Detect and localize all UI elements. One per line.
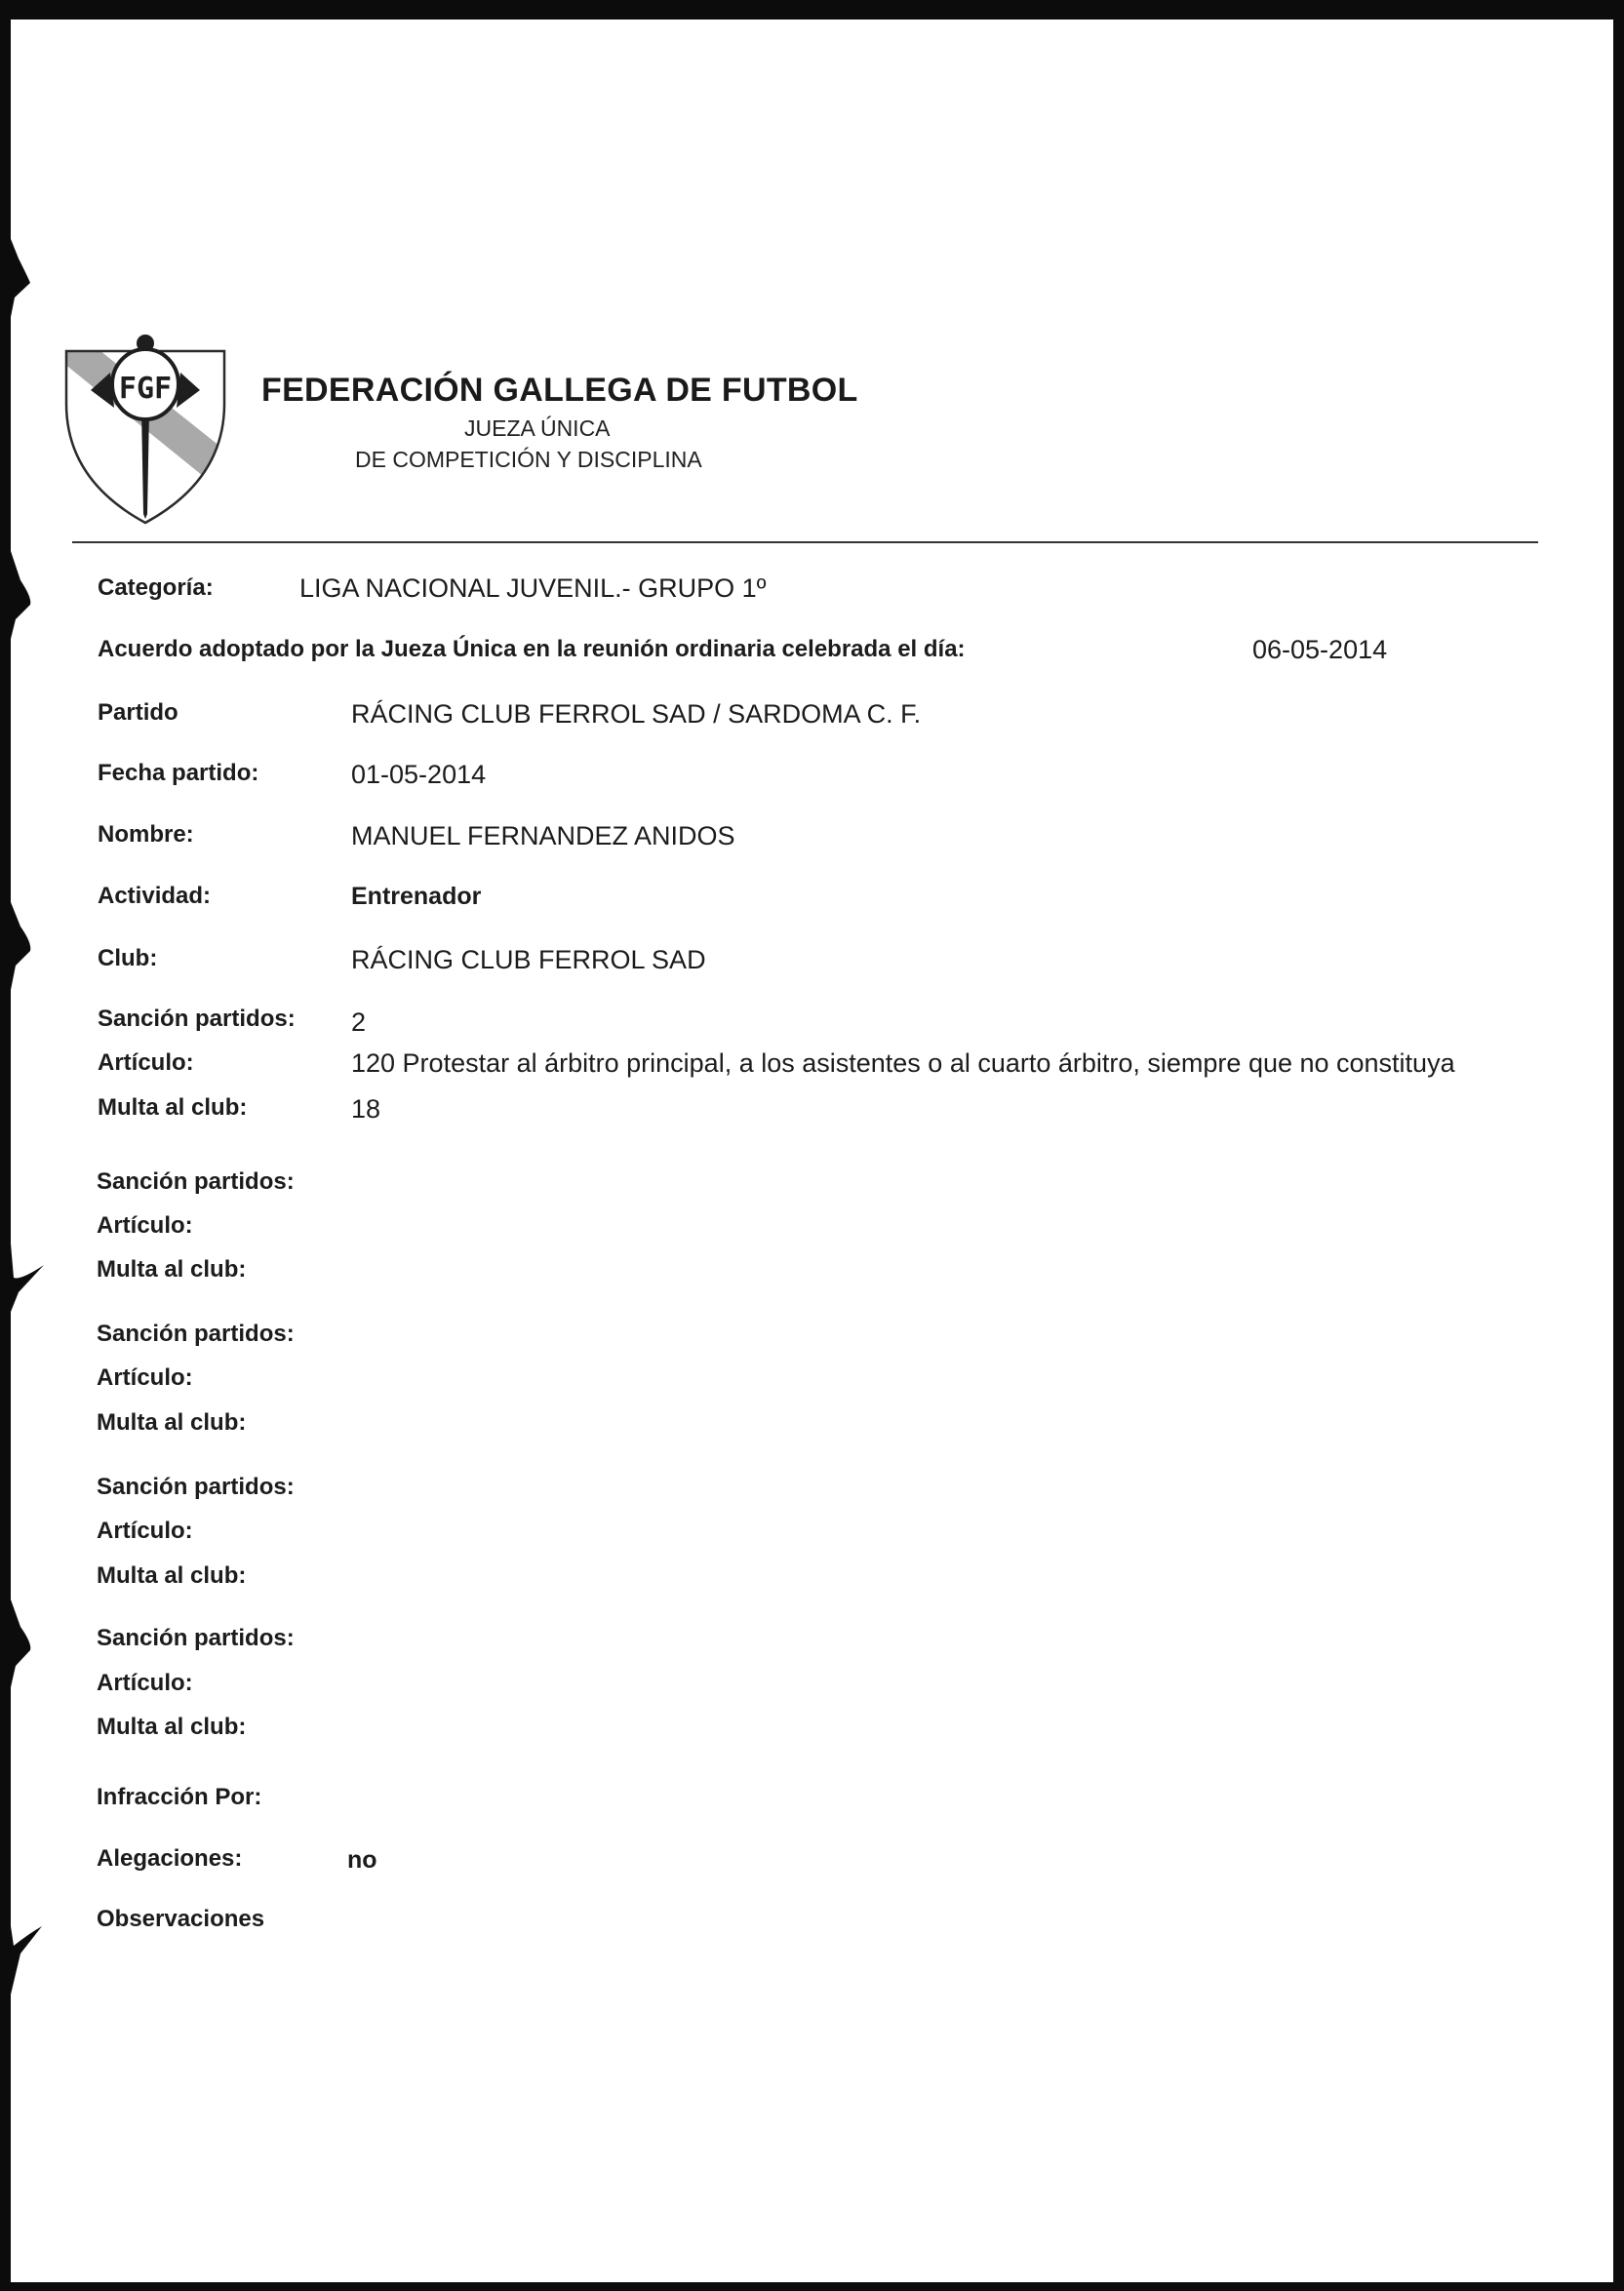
- multa-club-label: Multa al club:: [98, 1094, 248, 1121]
- articulo-label: Artículo:: [97, 1212, 193, 1239]
- club-value: RÁCING CLUB FERROL SAD: [351, 945, 706, 974]
- sancion-partidos-label: Sanción partidos:: [97, 1168, 295, 1195]
- nombre-value: MANUEL FERNANDEZ ANIDOS: [351, 821, 735, 850]
- scan-mark-6: [11, 1926, 46, 1995]
- federation-title: FEDERACIÓN GALLEGA DE FUTBOL: [261, 372, 858, 409]
- scan-mark-4: [11, 1244, 46, 1312]
- header-divider: [72, 541, 1538, 543]
- articulo-label: Artículo:: [98, 1049, 194, 1076]
- articulo-label: Artículo:: [97, 1670, 193, 1696]
- scan-mark-1: [11, 239, 36, 317]
- sancion-partidos-label: Sanción partidos:: [97, 1625, 295, 1651]
- articulo-label: Artículo:: [97, 1364, 193, 1391]
- sancion-partidos-value: 2: [351, 1007, 367, 1037]
- acuerdo-date-value: 06-05-2014: [1252, 635, 1388, 664]
- articulo-label: Artículo:: [97, 1518, 193, 1544]
- multa-club-value: 18: [351, 1094, 381, 1124]
- club-label: Club:: [98, 945, 158, 971]
- categoria-value: LIGA NACIONAL JUVENIL.- GRUPO 1º: [299, 573, 767, 603]
- scan-mark-5: [11, 1600, 36, 1687]
- multa-club-label: Multa al club:: [97, 1714, 247, 1740]
- actividad-label: Actividad:: [98, 883, 212, 909]
- multa-club-label: Multa al club:: [97, 1562, 247, 1589]
- acuerdo-label: Acuerdo adoptado por la Jueza Única en la reunión ordinaria celebrada el día:: [98, 636, 966, 662]
- sancion-partidos-label: Sanción partidos:: [98, 1006, 296, 1032]
- multa-club-label: Multa al club:: [97, 1256, 247, 1283]
- articulo-value: 120 Protestar al árbitro principal, a los asistentes o al cuarto árbitro, siempre que no constituya: [351, 1048, 1455, 1078]
- categoria-label: Categoría:: [98, 574, 214, 601]
- scan-mark-2: [11, 551, 36, 639]
- document-page: [11, 20, 1613, 2282]
- logo-monogram: FGF: [118, 372, 173, 406]
- fecha-partido-value: 01-05-2014: [351, 760, 487, 789]
- fecha-partido-label: Fecha partido:: [98, 760, 259, 786]
- scan-mark-3: [11, 902, 36, 990]
- header-subtitle-2: DE COMPETICIÓN Y DISCIPLINA: [355, 447, 702, 472]
- observaciones-label: Observaciones: [97, 1906, 265, 1932]
- actividad-value: Entrenador: [351, 883, 482, 910]
- alegaciones-label: Alegaciones:: [97, 1845, 243, 1872]
- partido-value: RÁCING CLUB FERROL SAD / SARDOMA C. F.: [351, 699, 922, 729]
- multa-club-label: Multa al club:: [97, 1409, 247, 1436]
- nombre-label: Nombre:: [98, 821, 194, 848]
- partido-label: Partido: [98, 699, 178, 726]
- header-subtitle-1: JUEZA ÚNICA: [464, 415, 611, 441]
- sancion-partidos-label: Sanción partidos:: [97, 1321, 295, 1347]
- sancion-partidos-label: Sanción partidos:: [97, 1474, 295, 1500]
- alegaciones-value: no: [347, 1846, 377, 1874]
- fgf-shield-logo-icon: [63, 334, 227, 525]
- infraccion-label: Infracción Por:: [97, 1784, 262, 1810]
